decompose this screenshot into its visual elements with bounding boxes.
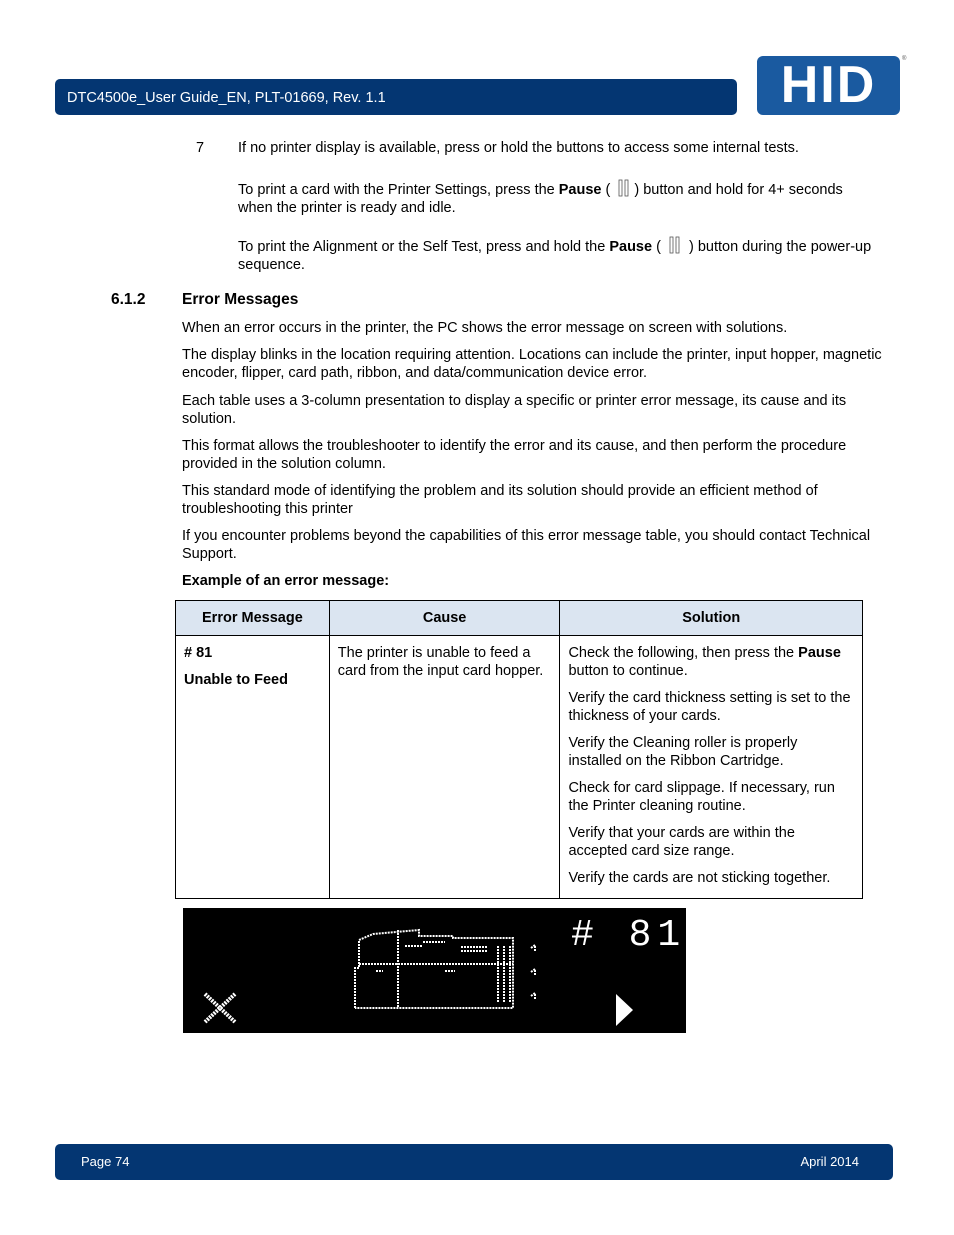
cause-cell: The printer is unable to feed a card from the input card hopper. <box>329 636 560 899</box>
registered-mark: ® <box>902 56 907 62</box>
paragraph: This format allows the troubleshooter to identify the error and its cause, and then perform the procedure provided in the solution column. <box>182 438 847 472</box>
page-number: Page 74 <box>81 1154 130 1169</box>
x-cancel-icon <box>205 994 235 1022</box>
solution-cell <box>560 636 863 899</box>
solution-item: Check for card slippage. If necessary, run the Printer cleaning routine. <box>568 780 835 814</box>
hid-logo: HID <box>757 56 900 115</box>
table-header-row <box>176 601 863 636</box>
pause-icon <box>618 179 630 197</box>
solution-intro: Check the following, then press the Pause button to continue. <box>568 645 841 679</box>
play-arrow-icon <box>616 994 633 1026</box>
example-label: Example of an error message: <box>182 573 390 589</box>
paragraph: When an error occurs in the printer, the PC shows the error message on screen with solutions. <box>182 320 788 336</box>
paragraph: If you encounter problems beyond the capabilities of this error message table, you should contact Technical Support. <box>182 528 871 562</box>
header-bar <box>55 79 737 115</box>
step-number: 7 <box>196 140 205 156</box>
table-row <box>176 636 863 899</box>
section-number: 6.1.2 <box>111 291 146 308</box>
error-table <box>175 600 863 899</box>
solution-item: Verify the card thickness setting is set to the thickness of your cards. <box>568 690 851 724</box>
header-solution: Solution <box>560 601 863 636</box>
paragraph: Each table uses a 3-column presentation to display a specific or printer error message, its cause and its solution. <box>182 393 847 427</box>
paragraph: The display blinks in the location requiring attention. Locations can include the printer, input hopper, magnetic encoder, flipper, card path, ribbon, and data/communication device error. <box>182 347 882 381</box>
error-code: # 81 <box>184 645 213 661</box>
section-title: Error Messages <box>182 291 299 308</box>
printer-lcd-display <box>183 908 686 1033</box>
solution-item: Verify that your cards are within the accepted card size range. <box>568 825 795 859</box>
solution-item: Verify the cards are not sticking together. <box>568 870 831 886</box>
solution-item: Verify the Cleaning roller is properly installed on the Ribbon Cartridge. <box>568 735 798 769</box>
header-error-message: Error Message <box>176 601 330 636</box>
step-para-alignment: To print the Alignment or the Self Test, press and hold the Pause ( ) button during the power-up sequence. <box>238 236 878 274</box>
lcd-error-code: # 81 <box>571 914 686 957</box>
footer-date: April 2014 <box>800 1154 859 1169</box>
pause-icon <box>669 236 681 254</box>
paragraph: This standard mode of identifying the problem and its solution should provide an efficient method of troubleshooting this printer <box>182 483 818 517</box>
lcd-graphic <box>183 908 686 1033</box>
step-text: If no printer display is available, press or hold the buttons to access some internal tests. <box>238 140 799 156</box>
printer-icon <box>355 930 535 1008</box>
step-para-printer-settings: To print a card with the Printer Settings, press the Pause ( ) button and hold for 4+ seconds when the printer is ready and idle. <box>238 179 848 217</box>
document-title: DTC4500e_User Guide_EN, PLT-01669, Rev. 1.1 <box>67 90 386 106</box>
header-cause: Cause <box>329 601 560 636</box>
error-name: Unable to Feed <box>184 672 288 688</box>
footer-bar <box>55 1144 893 1180</box>
error-message-cell <box>176 636 330 899</box>
